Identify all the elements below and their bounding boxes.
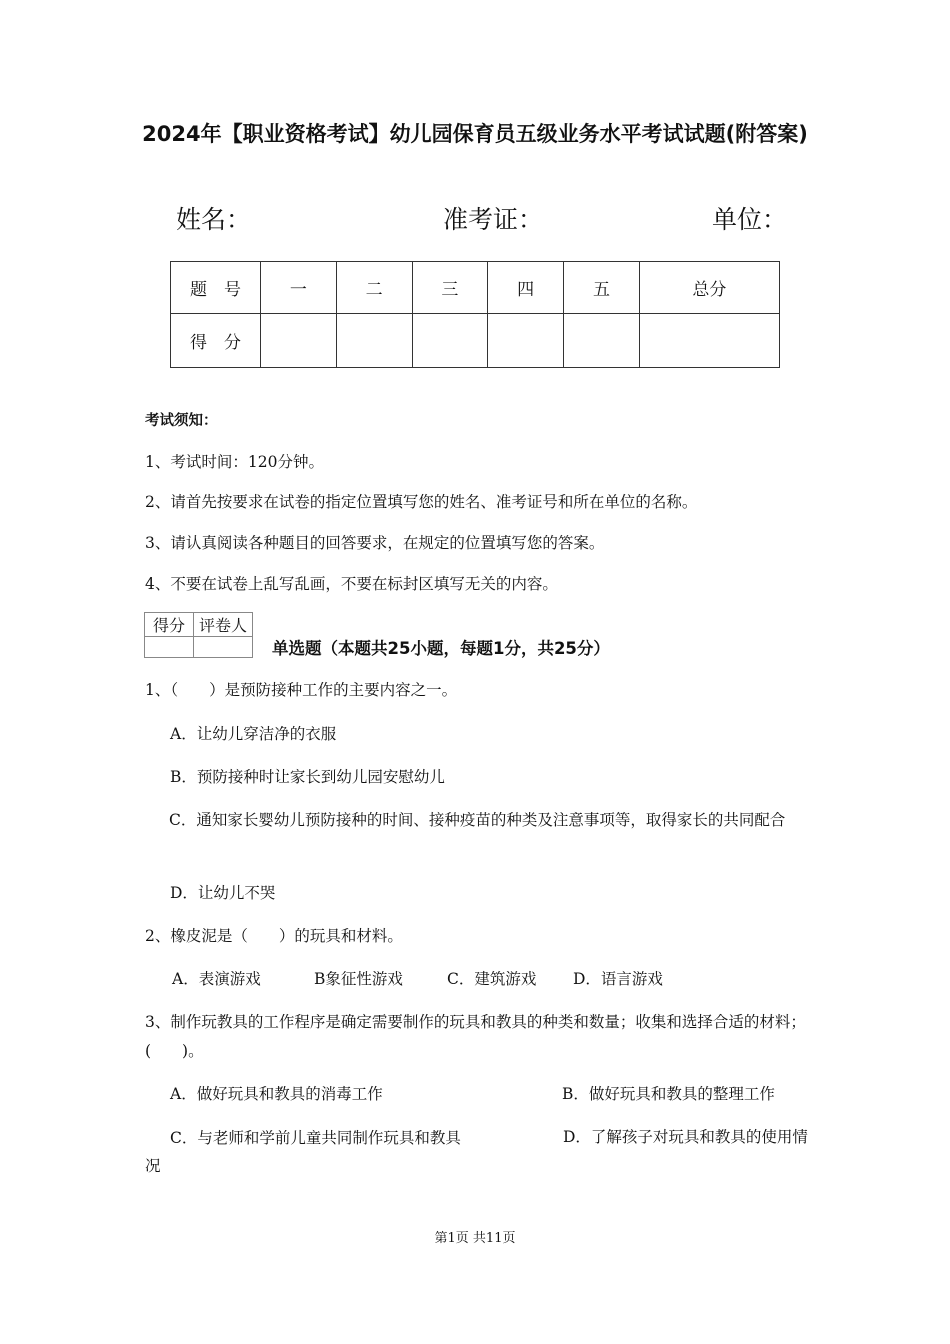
option-c[interactable]: C．与老师和学前儿童共同制作玩具和教具 <box>170 1129 461 1147</box>
grader-reviewer-cell[interactable] <box>194 637 253 658</box>
grader-score-cell[interactable] <box>145 637 194 658</box>
score-cell[interactable] <box>412 314 488 368</box>
option-c[interactable]: C．通知家长婴幼儿预防接种的时间、接种疫苗的种类及注意事项等，取得家长的共同配合 <box>169 811 786 829</box>
option-d[interactable]: D．语言游戏 <box>573 970 663 988</box>
option-d[interactable]: D．让幼儿不哭 <box>170 884 276 902</box>
option-a[interactable]: A．让幼儿穿洁净的衣服 <box>170 725 337 743</box>
notice-item: 2、请首先按要求在试卷的指定位置填写您的姓名、准考证号和所在单位的名称。 <box>145 493 698 511</box>
option-b[interactable]: B象征性游戏 <box>314 970 403 988</box>
name-label: 姓名： <box>176 205 252 234</box>
score-table <box>170 261 780 368</box>
score-table-header-row <box>171 262 780 314</box>
grader-box <box>144 612 253 658</box>
question-stem: 3、制作玩教具的工作程序是确定需要制作的玩具和教具的种类和数量；收集和选择合适的材料；( )。 <box>145 1013 806 1060</box>
section-title: 单选题（本题共25小题，每题1分，共25分） <box>272 639 610 658</box>
question-stem: 2、橡皮泥是（ ）的玩具和材料。 <box>145 927 403 945</box>
page-footer: 第1页 共11页 <box>434 1231 516 1246</box>
score-header-cell: 题 号 <box>171 262 261 314</box>
grader-reviewer-label: 评卷人 <box>194 613 253 637</box>
notice-item: 4、不要在试卷上乱写乱画，不要在标封区填写无关的内容。 <box>145 575 558 593</box>
score-cell[interactable] <box>261 314 337 368</box>
option-d[interactable]: D．了解孩子对玩具和教具的使用情况 <box>145 1128 808 1175</box>
score-table-score-row <box>171 314 780 368</box>
option-b[interactable]: B．做好玩具和教具的整理工作 <box>562 1085 775 1103</box>
score-cell[interactable] <box>488 314 564 368</box>
notice-item: 1、考试时间：120分钟。 <box>145 453 324 471</box>
score-row-label: 得 分 <box>171 314 261 368</box>
score-cell[interactable] <box>639 314 779 368</box>
question-stem: 1、（ ）是预防接种工作的主要内容之一。 <box>145 681 458 699</box>
exam-number-label: 准考证： <box>443 205 544 234</box>
option-a[interactable]: A．表演游戏 <box>172 970 261 988</box>
grader-score-label: 得分 <box>145 613 194 637</box>
option-c[interactable]: C．建筑游戏 <box>447 970 537 988</box>
notice-heading: 考试须知： <box>145 412 218 429</box>
score-cell[interactable] <box>564 314 640 368</box>
option-a[interactable]: A．做好玩具和教具的消毒工作 <box>170 1085 383 1103</box>
score-header-cell: 三 <box>412 262 488 314</box>
score-header-cell: 二 <box>336 262 412 314</box>
exam-title: 2024年【职业资格考试】幼儿园保育员五级业务水平考试试题(附答案) <box>142 122 808 146</box>
score-header-cell: 总分 <box>639 262 779 314</box>
score-header-cell: 五 <box>564 262 640 314</box>
option-b[interactable]: B．预防接种时让家长到幼儿园安慰幼儿 <box>170 768 445 786</box>
score-cell[interactable] <box>336 314 412 368</box>
score-header-cell: 一 <box>261 262 337 314</box>
unit-label: 单位： <box>712 205 788 234</box>
score-header-cell: 四 <box>488 262 564 314</box>
notice-item: 3、请认真阅读各种题目的回答要求，在规定的位置填写您的答案。 <box>145 534 605 552</box>
